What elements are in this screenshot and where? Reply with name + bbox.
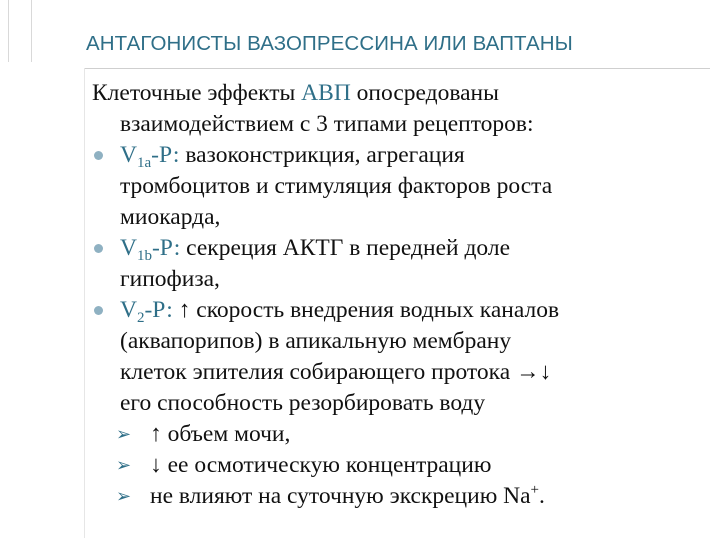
- receptor-subscript: 2: [136, 310, 145, 326]
- v2-text-3: клеток эпителия собирающего протока →↓: [120, 359, 552, 385]
- receptor-letter: V: [120, 297, 137, 323]
- subpoint-sodium: [92, 481, 712, 512]
- intro-line-1: [92, 78, 712, 109]
- subpoint-text: ↑ объем мочи,: [150, 421, 291, 447]
- receptor-letter: V: [120, 142, 137, 168]
- bullet-v1b: [92, 233, 712, 264]
- receptor-label-v2: [120, 297, 179, 326]
- v1a-text-1: вазоконстрикция, агрегация: [185, 142, 465, 168]
- bullet-dot-icon: [94, 151, 103, 160]
- bullet-v2: [92, 295, 712, 326]
- receptor-suffix: -Р:: [151, 142, 186, 168]
- intro-text-end: опосредованы: [350, 80, 499, 106]
- receptor-suffix: -Р:: [151, 235, 187, 261]
- receptor-label-v1a: [120, 142, 186, 171]
- bullet-dot-icon: [94, 306, 103, 315]
- receptor-label-v1b: [120, 235, 187, 264]
- v2-text-1: ↑ скорость внедрения водных каналов: [178, 297, 560, 323]
- intro-line-2: взаимодействием с 3 типами рецепторов:: [120, 111, 534, 137]
- v2-text-2: (аквапорипов) в апикальную мембрану: [120, 328, 512, 354]
- receptor-letter: V: [120, 235, 137, 261]
- subpoint-urine-volume: [92, 419, 712, 450]
- intro-text: Клеточные эффекты: [92, 80, 302, 106]
- arrow-bullet-icon: ➢: [116, 486, 132, 507]
- bullet-v1a: [92, 140, 712, 171]
- v2-text-4: его способность резорбировать воду: [120, 390, 486, 416]
- content-left-rule: [84, 68, 85, 538]
- receptor-subscript: 1b: [136, 248, 152, 264]
- receptor-subscript: 1a: [136, 155, 152, 171]
- v1b-text-2: гипофиза,: [120, 266, 220, 292]
- v1a-text-3: миокарда,: [120, 204, 221, 230]
- title-underline: [84, 68, 710, 69]
- sodium-charge: +: [530, 482, 540, 498]
- v1b-text-1: секреция АКТГ в передней доле: [186, 235, 511, 261]
- decorative-frame: [8, 0, 32, 62]
- receptor-suffix: -Р:: [144, 297, 179, 323]
- subpoint-text: не влияют на суточную экскрецию Na: [150, 483, 531, 509]
- subpoint-osmotic: [92, 450, 712, 481]
- slide-title: АНТАГОНИСТЫ ВАЗОПРЕССИНА ИЛИ ВАПТАНЫ: [86, 32, 573, 55]
- slide-body: [92, 78, 712, 512]
- subpoint-period: .: [539, 483, 545, 509]
- avp-term: АВП: [301, 80, 351, 106]
- bullet-dot-icon: [94, 244, 103, 253]
- arrow-bullet-icon: ➢: [116, 455, 132, 476]
- subpoint-text: ↓ ее осмотическую концентрацию: [150, 452, 492, 478]
- arrow-bullet-icon: ➢: [116, 424, 132, 445]
- v1a-text-2: тромбоцитов и стимуляция факторов роста: [120, 173, 553, 199]
